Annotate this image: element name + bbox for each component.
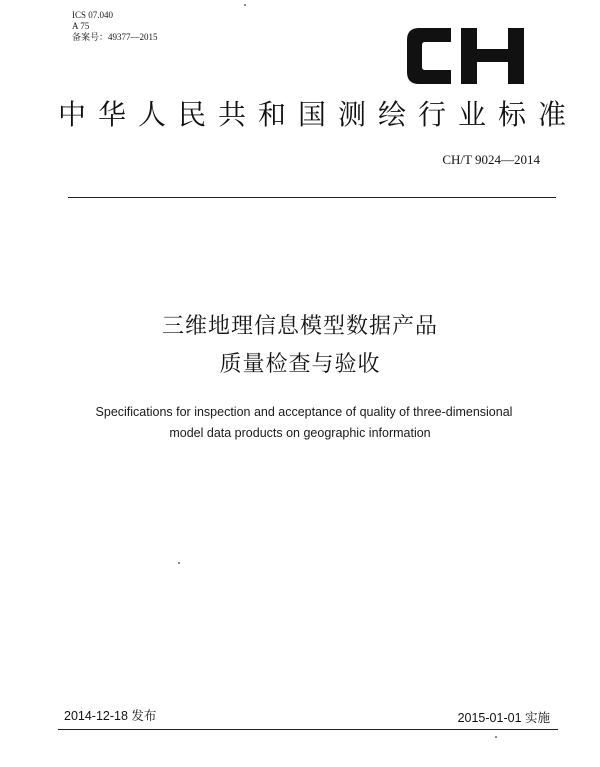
implement-date: 2015-01-01 实施 xyxy=(457,711,550,725)
title-en-line1: Specifications for inspection and acceptance of quality of three-dimensional xyxy=(95,405,513,419)
scan-speck xyxy=(244,4,246,6)
title-en-line2: model data products on geographic information xyxy=(169,426,431,440)
category-code: A 75 xyxy=(72,21,90,31)
footer-divider xyxy=(58,729,558,730)
title-cn-line2: 质量检查与验收 xyxy=(219,352,381,377)
issue-date: 2014-12-18 发布 xyxy=(64,709,157,723)
scan-speck xyxy=(495,736,497,738)
ics-code: ICS 07.040 xyxy=(72,10,114,20)
standard-name: 中华人民共和国测绘行业标准 xyxy=(58,98,579,131)
title-cn-line1: 三维地理信息模型数据产品 xyxy=(161,314,438,339)
standard-code: CH/T 9024—2014 xyxy=(442,152,540,167)
ch-logo xyxy=(405,24,525,88)
header-divider xyxy=(68,197,556,198)
scan-speck xyxy=(178,562,180,564)
header-meta xyxy=(72,10,158,43)
record-number: 备案号：49377—2015 xyxy=(72,32,158,42)
